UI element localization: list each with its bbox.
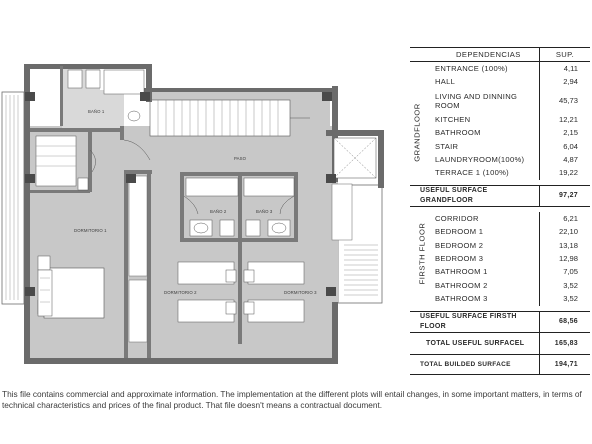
total-useful-value: 165,83 (540, 333, 591, 355)
row-name: BATHROOM (435, 128, 481, 138)
header-sup: SUP. (540, 48, 591, 62)
table-row (410, 212, 590, 225)
stair (150, 100, 310, 136)
table-row (410, 153, 590, 166)
room-label-bano2: BAÑO 2 (210, 209, 227, 214)
table-row (410, 252, 590, 265)
row-value: 3,52 (540, 293, 591, 306)
total-built-row (410, 355, 590, 375)
groundfloor-total-label: USEFUL SURFACE GRANDFLOOR (410, 186, 540, 207)
table-row (410, 140, 590, 153)
row-name: HALL (435, 77, 456, 87)
terrace-cross (334, 138, 376, 178)
row-name: BATHROOM 2 (435, 280, 488, 290)
row-value: 19,22 (540, 167, 591, 180)
row-name: BEDROOM 1 (435, 227, 484, 237)
row-value: 12,21 (540, 113, 591, 126)
table-row (410, 167, 590, 180)
total-useful-label: TOTAL USEFUL SURFACEL (410, 333, 540, 355)
room-label-paso: PASO (234, 156, 247, 161)
header-dependencias: DEPENDENCIAS (410, 48, 540, 62)
row-name: BEDROOM 2 (435, 240, 484, 250)
firstfloor-total-label: USEFUL SURFACE FIRSTH FLOOR (410, 312, 540, 333)
room-label-dormitorio2: DORMITORIO 2 (164, 290, 197, 295)
row-value: 2,94 (540, 76, 591, 89)
table-row (410, 62, 590, 76)
row-name: ENTRANCE (100%) (435, 63, 508, 73)
total-built-label: TOTAL BUILDED SURFACE (410, 355, 540, 375)
row-value: 13,18 (540, 239, 591, 252)
table-row (410, 226, 590, 239)
row-value: 7,05 (540, 266, 591, 279)
room-label-dormitorio1: DORMITORIO 1 (74, 228, 107, 233)
row-value: 4,11 (540, 62, 591, 76)
groundfloor-side-label: GRANDFLOOR (412, 103, 422, 162)
total-built-value: 194,71 (540, 355, 591, 375)
row-value: 3,52 (540, 279, 591, 292)
table-row (410, 89, 590, 113)
groundfloor-total-value: 97,27 (540, 186, 591, 207)
left-balcony (2, 92, 24, 304)
row-name: BATHROOM 1 (435, 267, 488, 277)
row-value: 45,73 (540, 89, 591, 113)
room-label-bano3: BAÑO 3 (256, 209, 273, 214)
firstfloor-side-label: FIRSTH FLOOR (417, 222, 427, 285)
table-row (410, 76, 590, 89)
row-name: TERRACE 1 (100%) (435, 168, 510, 178)
table-header-row (410, 48, 590, 62)
total-useful-row (410, 333, 590, 355)
firstfloor-total-row (410, 312, 590, 333)
table-row (410, 293, 590, 306)
row-value: 2,15 (540, 127, 591, 140)
disclaimer-text: This file contains commercial and approximate information. The implementation at the different plots will entail changes, in some important matters, in terms of technical characteristics and prices of the final product. That file doesn't means a contractual document. (2, 389, 582, 410)
row-name: LAUNDRYROOM(100%) (435, 155, 525, 165)
row-value: 6,21 (540, 212, 591, 225)
groundfloor-total-row (410, 186, 590, 207)
table-row (410, 266, 590, 279)
room-label-bano1: BAÑO 1 (88, 109, 105, 114)
row-value: 6,04 (540, 140, 591, 153)
room-label-dormitorio3: DORMITORIO 3 (284, 290, 317, 295)
row-value: 22,10 (540, 226, 591, 239)
row-name: LIVING AND DINNING ROOM (435, 92, 518, 111)
surface-table (410, 33, 590, 375)
row-name: CORRIDOR (435, 213, 479, 223)
row-name: STAIR (435, 141, 459, 151)
table-row (410, 127, 590, 140)
row-name: BATHROOM 3 (435, 294, 488, 304)
table-row (410, 113, 590, 126)
row-name: BEDROOM 3 (435, 254, 484, 264)
firstfloor-total-value: 68,56 (540, 312, 591, 333)
table-row (410, 239, 590, 252)
row-value: 12,98 (540, 252, 591, 265)
table-row (410, 279, 590, 292)
row-name: KITCHEN (435, 114, 471, 124)
row-value: 4,87 (540, 153, 591, 166)
